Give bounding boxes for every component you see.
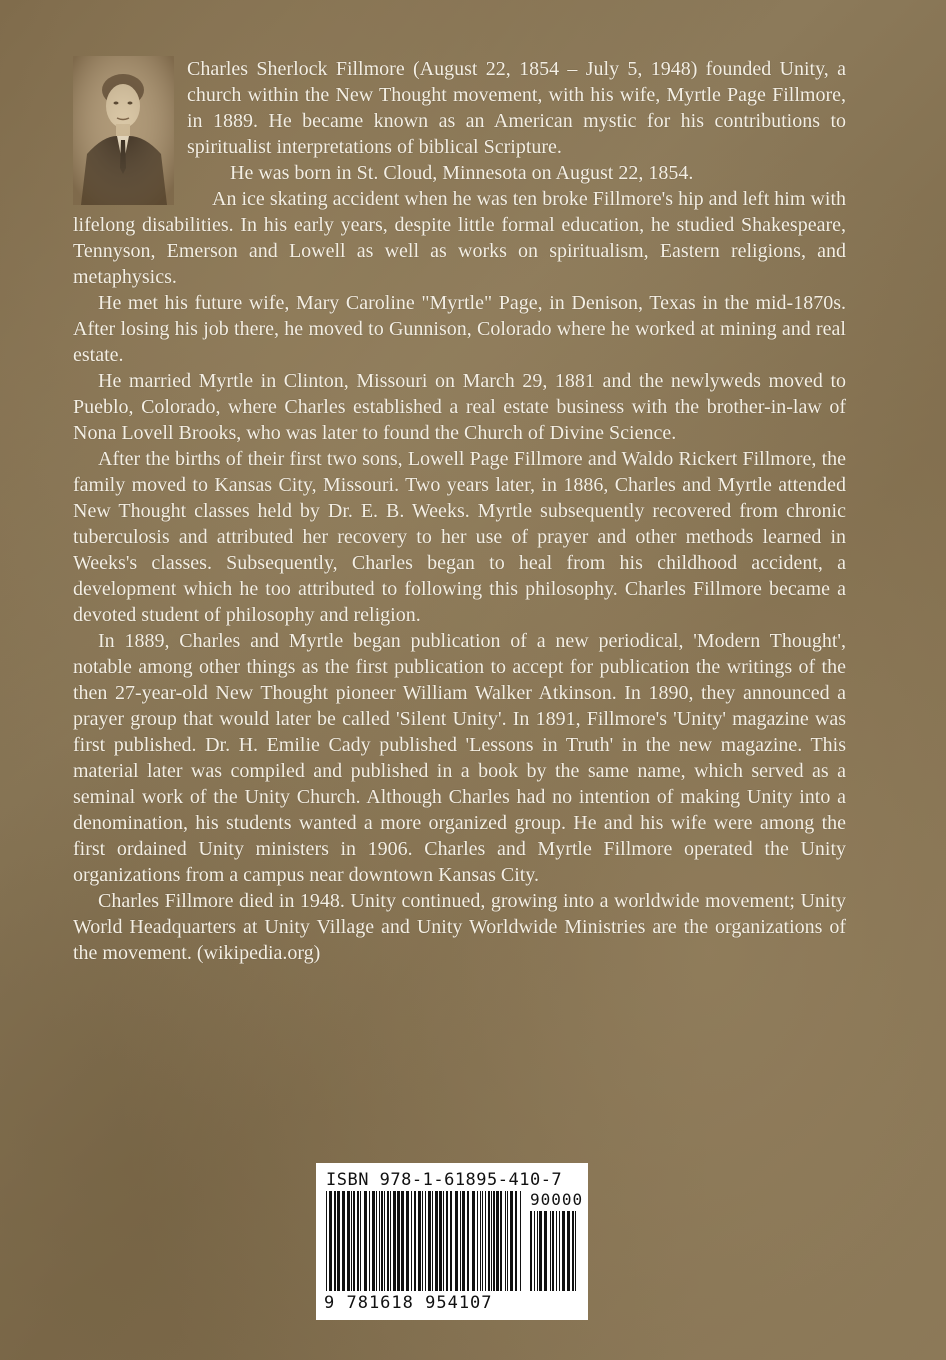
barcode-stripe xyxy=(411,1191,412,1291)
barcode-stripe xyxy=(496,1191,499,1291)
barcode-stripe xyxy=(491,1191,492,1291)
barcode-stripe xyxy=(376,1191,377,1291)
barcode-stripe xyxy=(406,1191,409,1291)
barcode-stripe xyxy=(353,1191,355,1291)
barcode-stripe xyxy=(480,1191,481,1291)
barcode-stripe xyxy=(467,1191,469,1291)
barcode-stripe xyxy=(425,1191,426,1291)
price-addon-digits: 90000 xyxy=(530,1190,584,1209)
barcode-stripe xyxy=(550,1211,551,1291)
barcode-stripe xyxy=(364,1191,367,1291)
barcode-stripe xyxy=(360,1191,361,1291)
barcode-stripe xyxy=(422,1191,423,1291)
paragraph-accident: An ice skating accident when he was ten broke Fillmore's hip and left him with lifelong disabilities. In his early years, despite little formal education, he studied Shakespeare, Tennyson, Emerson and Lowell as well as works on spiritualism, Eastern religions, and metaphysics. xyxy=(73,188,846,288)
barcode-stripe xyxy=(397,1191,400,1291)
barcode-stripe xyxy=(500,1191,502,1291)
barcode-stripe xyxy=(450,1191,452,1291)
barcode-stripe xyxy=(443,1191,444,1291)
barcode-stripe xyxy=(329,1191,332,1291)
barcode-stripe xyxy=(515,1191,517,1291)
barcode-stripe xyxy=(384,1191,385,1291)
barcode-stripe xyxy=(351,1191,352,1291)
barcode-stripe xyxy=(462,1191,465,1291)
addon-barcode-bars xyxy=(530,1211,578,1291)
portrait-photo xyxy=(73,56,174,205)
paragraph-birth: He was born in St. Cloud, Minnesota on August 22, 1854. xyxy=(230,162,694,184)
barcode-stripe xyxy=(552,1211,554,1291)
paragraph-new-thought: After the births of their first two sons, Lowell Page Fillmore and Waldo Rickert Fillmore, the family moved to Kansas City, Missouri. Two years later, in 1886, Charles and Myrtle attended New Thought classes held by Dr. E. B. Weeks. Myrtle subsequently recovered from chronic tuberculosis and attributed her recovery to her use of prayer and other methods learned in Weeks's classes. Subsequently, Charles began to heal from his childhood accident, a development which he too attributed to following this philosophy. Charles Fillmore became a devoted student of philosophy and religion. xyxy=(73,448,846,626)
barcode-stripe xyxy=(507,1191,508,1291)
portrait-illustration xyxy=(73,56,174,205)
biography-text xyxy=(73,56,846,966)
paragraph-unity-publication: In 1889, Charles and Myrtle began publication of a new periodical, 'Modern Thought', notable among other things as the first publication to accept for publication the writings of the then 27-year-old New Thought pioneer William Walker Atkinson. In 1890, they announced a prayer group that would later be called 'Silent Unity'. In 1891, Fillmore's 'Unity' magazine was first published. Dr. H. Emilie Cady published 'Lessons in Truth' in the new magazine. This material later was compiled and published in a book by the same name, which served as a seminal work of the Unity Church. Although Charles had no intention of making Unity into a denomination, his students wanted a more organized group. He and his wife were among the first ordained Unity ministers in 1906. Charles and Myrtle Fillmore operated the Unity organizations from a campus near downtown Kansas City. xyxy=(73,630,846,886)
barcode-stripe xyxy=(530,1211,532,1291)
barcode-stripe xyxy=(575,1211,576,1291)
barcode-stripe xyxy=(556,1211,557,1291)
barcode-bars xyxy=(326,1191,524,1291)
paragraph-intro: Charles Sherlock Fillmore (August 22, 1854 – July 5, 1948) founded Unity, a church within the New Thought movement, with his wife, Myrtle Page Fillmore, in 1889. He became known as an American mystic for his contributions to spiritualist interpretations of biblical Scripture. xyxy=(187,58,846,158)
barcode-stripe xyxy=(572,1211,574,1291)
barcode-stripe xyxy=(477,1191,478,1291)
barcode-stripe xyxy=(401,1191,404,1291)
paragraph-marriage-meeting: He met his future wife, Mary Caroline "Myrtle" Page, in Denison, Texas in the mid-1870s. After losing his job there, he moved to Gunnison, Colorado where he worked at mining and real estate. xyxy=(73,292,846,366)
barcode-stripe xyxy=(534,1211,535,1291)
barcode-stripe xyxy=(414,1191,416,1291)
isbn-label: ISBN 978-1-61895-410-7 xyxy=(326,1170,563,1190)
barcode-stripe xyxy=(493,1191,495,1291)
barcode-stripe xyxy=(559,1211,560,1291)
barcode-stripe xyxy=(562,1211,565,1291)
barcode-stripe xyxy=(539,1211,542,1291)
barcode-stripe xyxy=(472,1191,475,1291)
barcode-stripe xyxy=(520,1191,521,1291)
barcode-stripe xyxy=(505,1191,506,1291)
barcode-stripe xyxy=(446,1191,448,1291)
barcode-stripe xyxy=(537,1211,538,1291)
barcode-stripe xyxy=(567,1211,570,1291)
barcode-stripe xyxy=(393,1191,396,1291)
barcode-stripe xyxy=(482,1191,483,1291)
barcode-stripe xyxy=(485,1191,486,1291)
barcode-stripe xyxy=(387,1191,389,1291)
barcode-stripe xyxy=(432,1191,433,1291)
paragraph-marriage: He married Myrtle in Clinton, Missouri on March 29, 1881 and the newlyweds moved to Pueblo, Colorado, where Charles established a real estate business with the brother-in-law of Nona Lovell Brooks, who was later to found the Church of Divine Science. xyxy=(73,370,846,444)
barcode-stripe xyxy=(347,1191,350,1291)
barcode-stripe xyxy=(342,1191,345,1291)
barcode-stripe xyxy=(428,1191,431,1291)
barcode-digits: 9 781618 954107 xyxy=(324,1293,493,1313)
barcode-stripe xyxy=(326,1191,327,1291)
paragraph-legacy: Charles Fillmore died in 1948. Unity continued, growing into a worldwide movement; Unity World Headquarters at Unity Village and Unity Worldwide Ministries are the organizations of the movement. (wikipedia.org) xyxy=(73,890,846,964)
barcode-stripe xyxy=(369,1191,370,1291)
barcode-stripe xyxy=(435,1191,438,1291)
barcode-stripe xyxy=(544,1211,547,1291)
barcode-stripe xyxy=(337,1191,340,1291)
barcode-stripe xyxy=(460,1191,461,1291)
barcode-stripe xyxy=(439,1191,442,1291)
barcode-stripe xyxy=(334,1191,336,1291)
barcode-stripe xyxy=(381,1191,383,1291)
barcode-stripe xyxy=(357,1191,359,1291)
barcode-stripe xyxy=(379,1191,380,1291)
barcode-stripe xyxy=(488,1191,490,1291)
isbn-barcode xyxy=(316,1163,588,1320)
barcode-stripe xyxy=(390,1191,391,1291)
barcode-stripe xyxy=(510,1191,513,1291)
barcode-stripe xyxy=(455,1191,458,1291)
barcode-stripe xyxy=(372,1191,375,1291)
barcode-stripe xyxy=(418,1191,421,1291)
